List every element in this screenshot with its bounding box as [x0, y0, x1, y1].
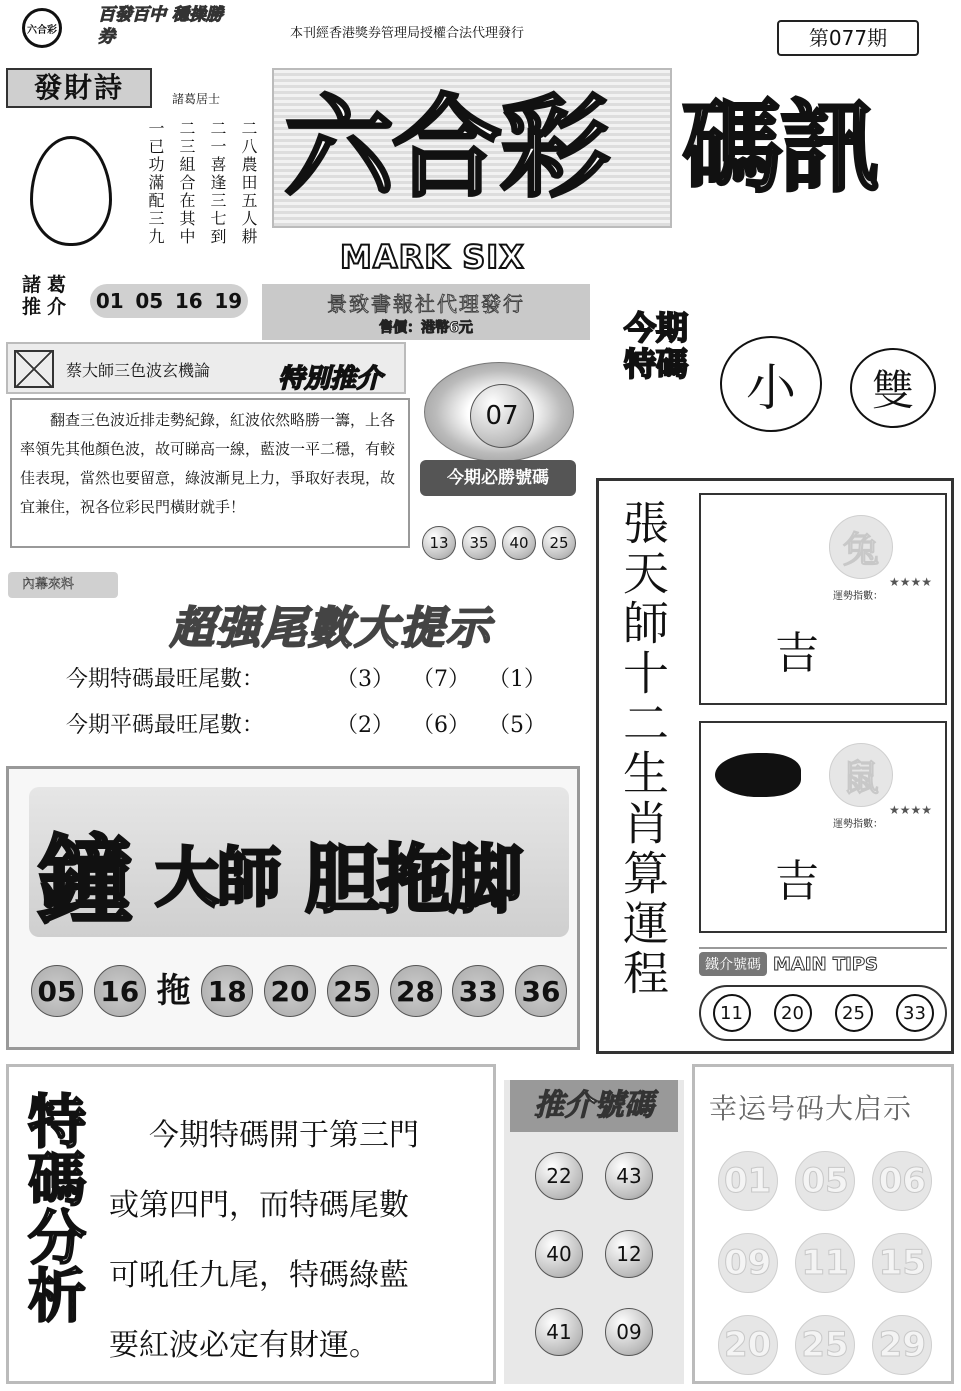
- lucky-ball: 20: [718, 1315, 778, 1375]
- recommend-grid: [524, 1152, 664, 1356]
- zodiac-animal: 兔: [829, 515, 893, 579]
- tail-row: [66, 662, 566, 693]
- special-code-label: 今期特碼: [623, 309, 688, 383]
- must-win-ball: 35: [462, 526, 496, 560]
- poem-numbers: [90, 284, 248, 318]
- analysis-text: [109, 1101, 489, 1381]
- zodiac-card: [699, 493, 947, 705]
- poem-line: 二三組合在其中: [177, 120, 196, 246]
- logo: 六合彩: [22, 8, 62, 48]
- envelope-icon: [14, 350, 54, 388]
- main-tips-label-en: MAIN TIPS: [773, 953, 879, 975]
- masthead-title: [272, 68, 672, 228]
- recommend-ball: 12: [605, 1230, 653, 1278]
- master-number: 28: [390, 965, 442, 1017]
- slogan: 百發百中 穩操勝券: [98, 5, 223, 47]
- tail-value: （2）: [336, 713, 394, 738]
- master-drag-label: 拖: [156, 971, 191, 1011]
- tail-row-label: 今期平碼最旺尾數：: [66, 713, 265, 738]
- main-tips-header: [699, 947, 947, 979]
- must-win-ball: 40: [502, 526, 536, 560]
- lucky-ball: 29: [872, 1315, 932, 1375]
- lucky-ball: 09: [718, 1233, 778, 1293]
- main-tips-label-cn: 鐵介號碼: [699, 952, 767, 976]
- poem-lines: [144, 120, 260, 270]
- lucky-ball: 15: [872, 1233, 932, 1293]
- special-pick-box: [6, 342, 580, 554]
- poem-number: 05: [135, 289, 164, 313]
- poem-number: 19: [214, 289, 243, 313]
- header: [0, 0, 961, 62]
- license-notice: 本刊經香港獎券管理局授權合法代理發行: [290, 26, 525, 41]
- poem-line: 一已功滿配三九: [146, 120, 165, 246]
- tail-box: [8, 572, 582, 748]
- egg-icon: [30, 136, 112, 246]
- lucky-ball: 25: [795, 1315, 855, 1375]
- master-title-part: 胆拖脚: [305, 837, 521, 923]
- fortune-label: 運勢指數：: [833, 591, 883, 602]
- main-tip-ball: 20: [774, 994, 812, 1032]
- tail-value: （3）: [336, 667, 394, 692]
- lucky-title: 幸运号码大启示: [709, 1092, 913, 1125]
- special-badge: 特別推介: [278, 364, 383, 394]
- poem-author: 諸葛居士: [172, 92, 221, 106]
- analysis-box: [6, 1064, 496, 1384]
- zodiac-title: 張天師十二生肖算運程: [616, 499, 670, 999]
- masthead-subtitle: 碼訊: [682, 89, 878, 206]
- analysis-line: 或第四門，而特碼尾數: [109, 1188, 409, 1223]
- main-tip-ball: 33: [896, 994, 934, 1032]
- publisher: 景致書報社代理發行: [327, 292, 525, 316]
- recommend-ball: 41: [535, 1308, 583, 1356]
- recommend-box: [504, 1080, 684, 1384]
- poem-number: 16: [174, 289, 203, 313]
- masthead-title-text: 六合彩: [284, 84, 608, 212]
- poem-number: 01: [95, 289, 124, 313]
- tail-value: （7）: [412, 667, 470, 692]
- recommend-label: 諸葛推介: [22, 274, 73, 318]
- tail-row-label: 今期特碼最旺尾數：: [66, 667, 265, 692]
- main-tips-numbers: [699, 985, 947, 1041]
- tail-value: （6）: [412, 713, 470, 738]
- lucky-ball: 06: [872, 1151, 932, 1211]
- must-win-panel: [414, 362, 580, 552]
- tail-value: （5）: [488, 713, 546, 738]
- publisher-banner: [262, 284, 590, 340]
- analysis-line: 可吼任九尾，特碼綠藍: [109, 1258, 409, 1293]
- master-title: [29, 787, 569, 937]
- zodiac-card: [699, 721, 947, 933]
- poem-line: 二一喜逢三七到: [208, 120, 227, 246]
- lucky-ball: 01: [718, 1151, 778, 1211]
- recommend-ball: 40: [535, 1230, 583, 1278]
- issue-number: 第077期: [777, 20, 919, 56]
- recommend-title: 推介號碼: [510, 1080, 678, 1132]
- master-number: 16: [94, 965, 146, 1017]
- master-box: [6, 766, 580, 1050]
- master-number: 33: [452, 965, 504, 1017]
- master-number: 18: [201, 965, 253, 1017]
- parity-indicator: 雙: [850, 348, 936, 428]
- main-tip-ball: 11: [713, 994, 751, 1032]
- master-numbers: [31, 965, 567, 1017]
- must-win-ball: 13: [422, 526, 456, 560]
- lucky-box: [692, 1064, 954, 1384]
- poem-title: 發財詩: [6, 68, 152, 108]
- master-number: 05: [31, 965, 83, 1017]
- must-win-ball: 25: [542, 526, 576, 560]
- poem-line: 二八農田五人耕: [239, 120, 258, 246]
- master-number: 25: [327, 965, 379, 1017]
- special-code-panel: [600, 296, 954, 460]
- fortune-label: 運勢指數：: [833, 819, 883, 830]
- analysis-line: 今期特碼開于第三門: [149, 1118, 419, 1153]
- tail-title: 超强尾數大提示: [170, 603, 492, 654]
- must-win-label: 今期必勝號碼: [420, 460, 576, 496]
- zodiac-box: [596, 478, 954, 1054]
- special-pick-text: 翻查三色波近排走勢紀錄，紅波依然略勝一籌，上各率領先其他顏色波，故可睇高一線，藍波一平二穩，有較佳表現，當然也要留意，綠波漸見上力，爭取好表現，故宜兼住，祝各位彩民門橫財就手！: [10, 398, 410, 548]
- recommend-ball: 43: [605, 1152, 653, 1200]
- tail-row: [66, 708, 566, 739]
- master-number: 36: [515, 965, 567, 1017]
- tail-value: （1）: [488, 667, 546, 692]
- poem-box: [4, 64, 257, 332]
- masthead: [262, 68, 956, 283]
- special-pick-heading: 蔡大師三色波玄機論: [66, 361, 211, 380]
- price: 售價：港幣6元: [379, 320, 473, 336]
- lucky-grid: [709, 1151, 941, 1375]
- rat-icon: [715, 753, 801, 797]
- lucky-ball: 05: [795, 1151, 855, 1211]
- recommend-ball: 09: [605, 1308, 653, 1356]
- recommend-ball: 22: [535, 1152, 583, 1200]
- mark-six-logo: MARK SIX: [340, 238, 525, 276]
- zodiac-animal: 鼠: [829, 743, 893, 807]
- tail-corner-label: 內幕來料: [8, 572, 118, 598]
- analysis-line: 要紅波必定有財運。: [109, 1328, 379, 1363]
- zodiac-result: 吉: [775, 856, 819, 907]
- stars-icon: ★★★★: [889, 575, 933, 589]
- zodiac-result: 吉: [775, 628, 819, 679]
- master-title-part: 大師: [155, 842, 279, 916]
- master-number: 20: [264, 965, 316, 1017]
- must-win-numbers: [422, 526, 576, 560]
- analysis-title: 特碼分析: [18, 1091, 86, 1323]
- master-title-part: 鐘: [37, 825, 131, 937]
- size-indicator: 小: [720, 336, 822, 432]
- stars-icon: ★★★★: [889, 803, 933, 817]
- special-ball: 07: [470, 384, 534, 448]
- lucky-ball: 11: [795, 1233, 855, 1293]
- main-tip-ball: 25: [835, 994, 873, 1032]
